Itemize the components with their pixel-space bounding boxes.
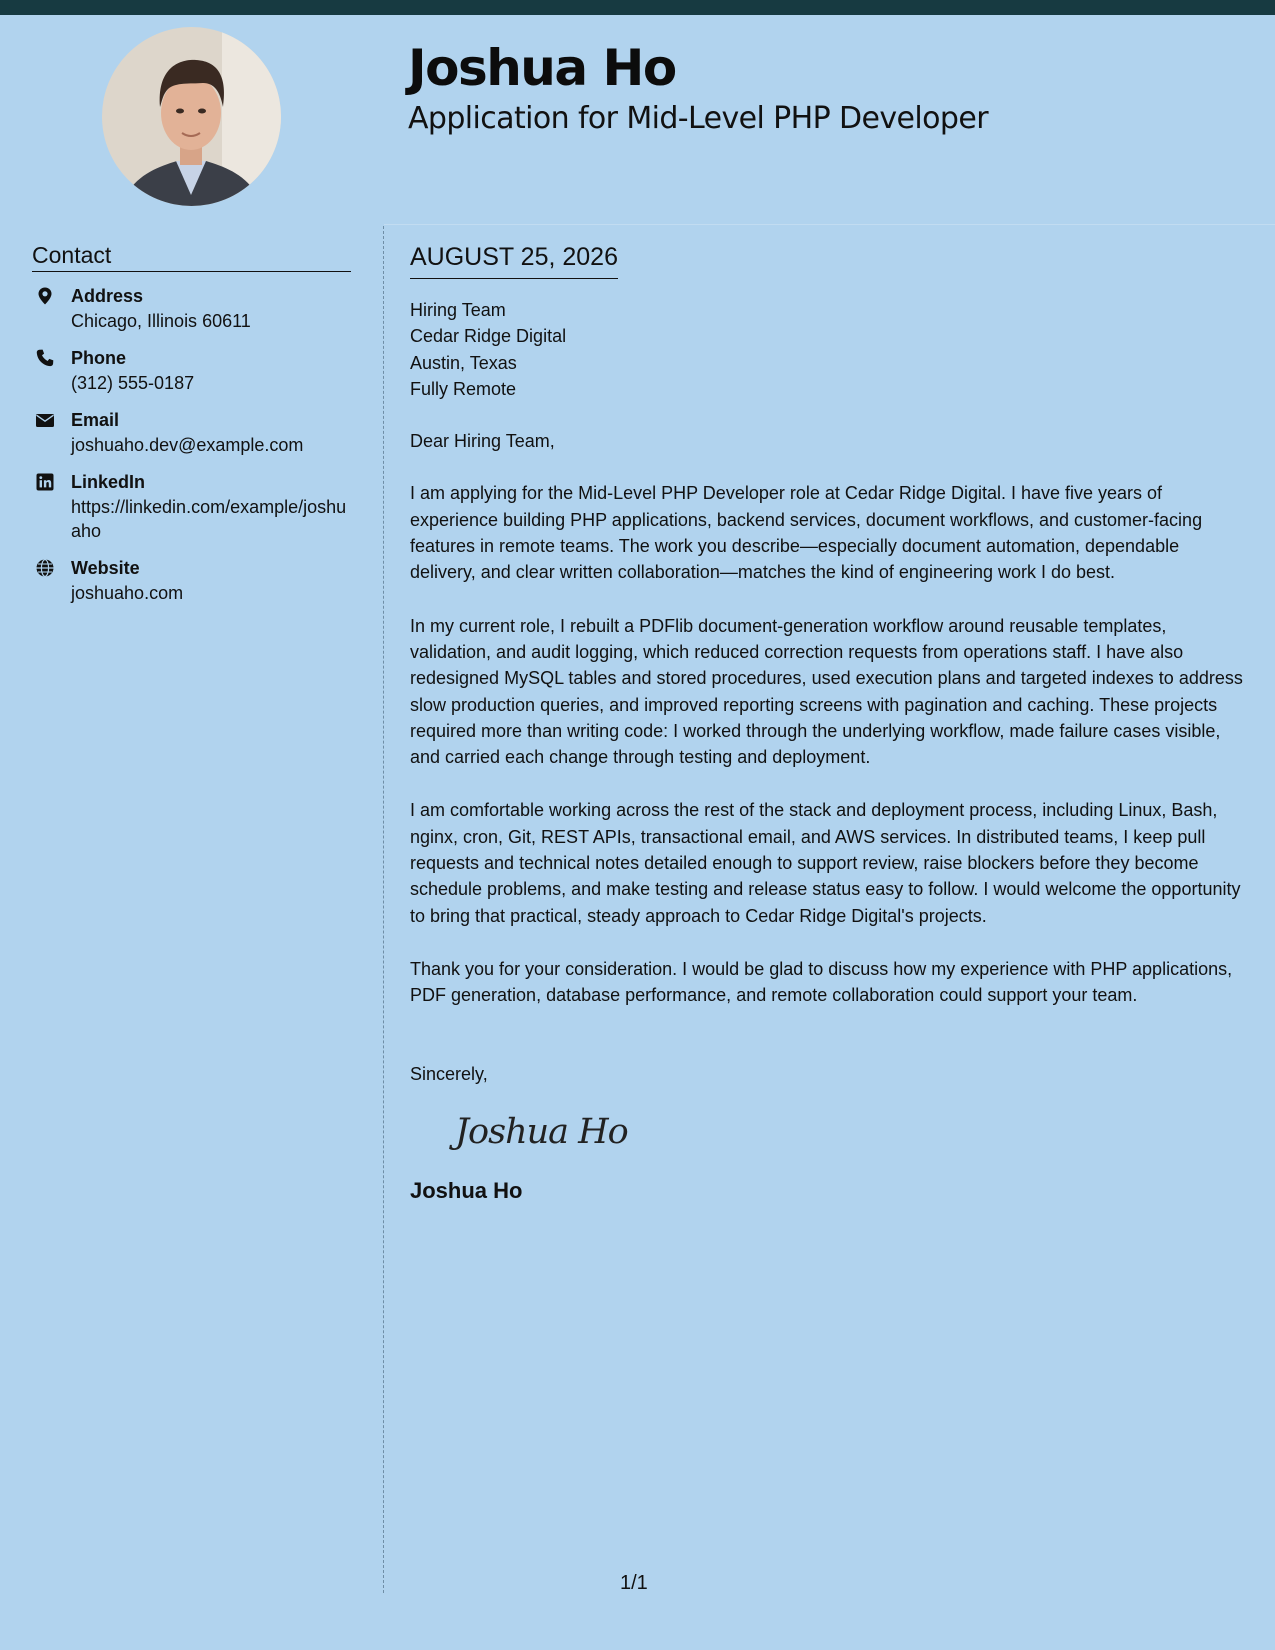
body-paragraph: I am comfortable working across the rest of the stack and deployment process, including Linux, Bash, nginx, cron, Git, REST APIs, transactional email, and AWS services. In distributed teams, I keep pull requests and technical notes detailed enough to support review, raise blockers before they become schedule problems, and make testing and release status easy to follow. I would welcome the opportunity to bring that practical, steady approach to Cedar Ridge Digital's projects. (410, 800, 1241, 926)
body-paragraph: In my current role, I rebuilt a PDFlib document-generation workflow around reusable templates, validation, and audit logging, which reduced correction requests from operations staff. I have also redesigned MySQL tables and stored procedures, used execution plans and targeted indexes to address slow production queries, and improved reporting screens with pagination and caching. These projects required more than writing code: I worked through the underlying workflow, made failure cases visible, and carried each change through testing and deployment. (410, 615, 1243, 768)
contact-list (32, 284, 351, 605)
applicant-name: Joshua Ho (408, 39, 676, 97)
contact-email (32, 408, 351, 457)
recipient-line: Fully Remote (410, 378, 517, 399)
recipient-line: Austin, Texas (410, 352, 517, 373)
signed-name: Joshua Ho (410, 1177, 523, 1203)
website-label: Website (71, 558, 140, 578)
envelope-icon (35, 410, 55, 430)
body-paragraph: Thank you for your consideration. I would be glad to discuss how my experience with PHP applications, PDF generation, database performance, and remote collaboration could support your team. (410, 958, 1233, 1006)
contact-website (32, 556, 351, 605)
body-paragraph: I am applying for the Mid-Level PHP Developer role at Cedar Ridge Digital. I have five years of experience building PHP applications, backend services, document workflows, and customer-facing features in remote teams. The work you describe—especially document automation, dependable delivery, and clear written collaboration—matches the kind of engineering work I do best. (410, 483, 1203, 583)
recipient-line: Hiring Team (410, 300, 506, 320)
application-subtitle: Application for Mid-Level PHP Developer (408, 101, 988, 136)
profile-photo (102, 27, 281, 206)
recipient-block (410, 297, 1245, 402)
contact-linkedin (32, 470, 351, 543)
address-value: Chicago, Illinois 60611 (71, 311, 251, 331)
salutation: Dear Hiring Team, (410, 431, 555, 452)
linkedin-value[interactable]: https://linkedin.com/example/joshuaho (71, 497, 347, 541)
contact-sidebar (32, 240, 351, 618)
contact-heading: Contact (32, 240, 351, 272)
linkedin-icon (35, 472, 55, 492)
phone-value: (312) 555-0187 (71, 373, 195, 393)
contact-phone (32, 346, 351, 395)
email-value[interactable]: joshuaho.dev@example.com (71, 435, 304, 455)
location-pin-icon (35, 286, 55, 306)
recipient-line: Cedar Ridge Digital (410, 326, 567, 347)
letter-date: AUGUST 25, 2026 (410, 240, 618, 279)
column-divider (383, 226, 384, 1593)
top-accent-bar (0, 0, 1275, 15)
email-label: Email (71, 410, 120, 430)
globe-icon (35, 558, 55, 578)
closing: Sincerely, (410, 1063, 488, 1084)
page-number: 1/1 (620, 1572, 648, 1594)
phone-label: Phone (71, 348, 127, 368)
linkedin-label: LinkedIn (71, 472, 146, 492)
contact-address (32, 284, 351, 333)
header-divider (384, 224, 1275, 225)
signature: Joshua Ho (455, 1111, 628, 1152)
website-value[interactable]: joshuaho.com (71, 583, 184, 603)
phone-icon (35, 348, 55, 368)
cover-letter-body (410, 240, 1245, 1205)
address-label: Address (71, 286, 144, 306)
